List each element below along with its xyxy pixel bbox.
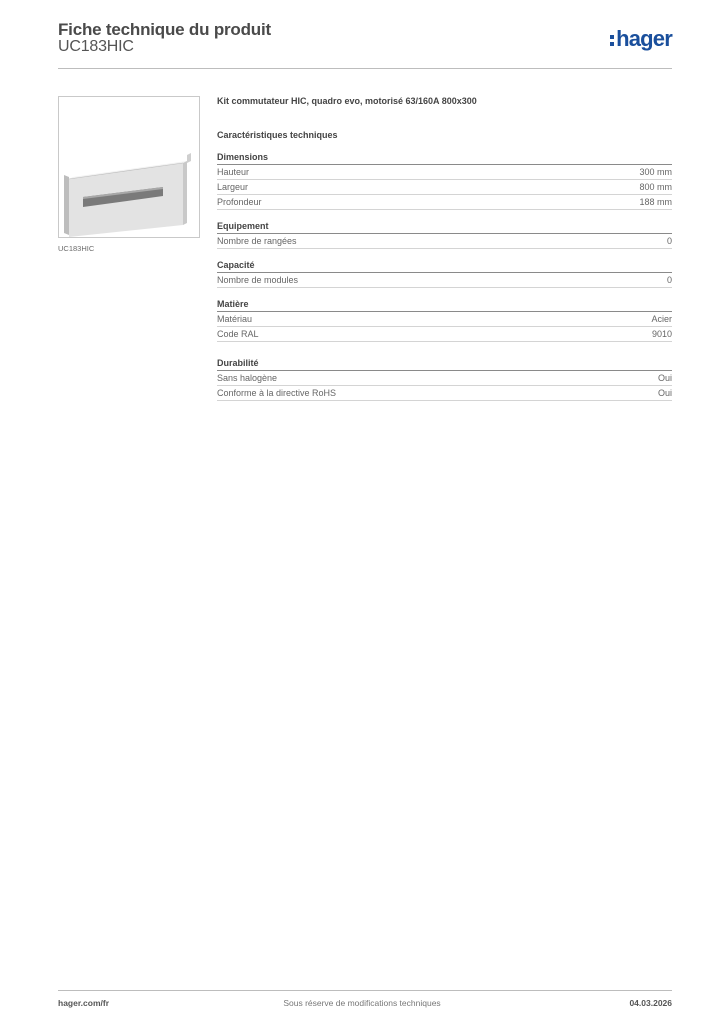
spec-label: Profondeur [217,197,262,207]
logo-text: hager [616,26,672,51]
spec-row [217,180,672,195]
spec-group-capacite [217,259,672,288]
footer-disclaimer: Sous réserve de modifications techniques [283,998,441,1008]
spec-label: Largeur [217,182,249,192]
spec-content [217,96,672,401]
spec-group-title: Capacité [217,259,672,273]
spec-row [217,195,672,210]
product-reference: UC183HIC [58,38,134,55]
spec-group-title: Equipement [217,220,672,234]
logo-dots-icon [610,35,614,46]
spec-label: Nombre de modules [217,275,299,285]
spec-row [217,386,672,401]
spec-value: 300 mm [639,167,672,177]
spec-value: Oui [657,388,672,398]
product-description: Kit commutateur HIC, quadro evo, motorisé 63/160A 800x300 [217,96,477,106]
spec-row [217,371,672,386]
spec-label: Sans halogène [217,373,278,383]
spec-row [217,165,672,180]
hager-logo [610,28,672,50]
footer-date: 04.03.2026 [629,998,672,1008]
spec-group-title: Matière [217,298,672,312]
spec-group-dimensions [217,151,672,210]
spec-group-matiere [217,298,672,342]
spec-section-heading: Caractéristiques techniques [217,130,338,140]
spec-value: Acier [651,314,672,324]
spec-row [217,327,672,342]
spec-group-title: Durabilité [217,357,672,371]
spec-row [217,234,672,249]
spec-value: 9010 [651,329,672,339]
footer-website-link[interactable]: hager.com/fr [58,998,110,1008]
spec-label: Conforme à la directive RoHS [217,388,337,398]
spec-label: Hauteur [217,167,250,177]
spec-label: Code RAL [217,329,259,339]
product-image [58,96,200,238]
image-caption: UC183HIC [58,244,95,253]
header-divider [58,68,672,69]
enclosure-panel-illustration [59,97,199,237]
spec-group-durabilite [217,357,672,401]
spec-group-equipement [217,220,672,249]
spec-row [217,273,672,288]
spec-value: 800 mm [639,182,672,192]
page-title: Fiche technique du produit [58,20,271,39]
footer-divider [58,990,672,991]
spec-value: 0 [666,275,672,285]
spec-group-title: Dimensions [217,151,672,165]
spec-value: 188 mm [639,197,672,207]
spec-value: 0 [666,236,672,246]
spec-row [217,312,672,327]
spec-label: Matériau [217,314,253,324]
spec-label: Nombre de rangées [217,236,297,246]
spec-value: Oui [657,373,672,383]
